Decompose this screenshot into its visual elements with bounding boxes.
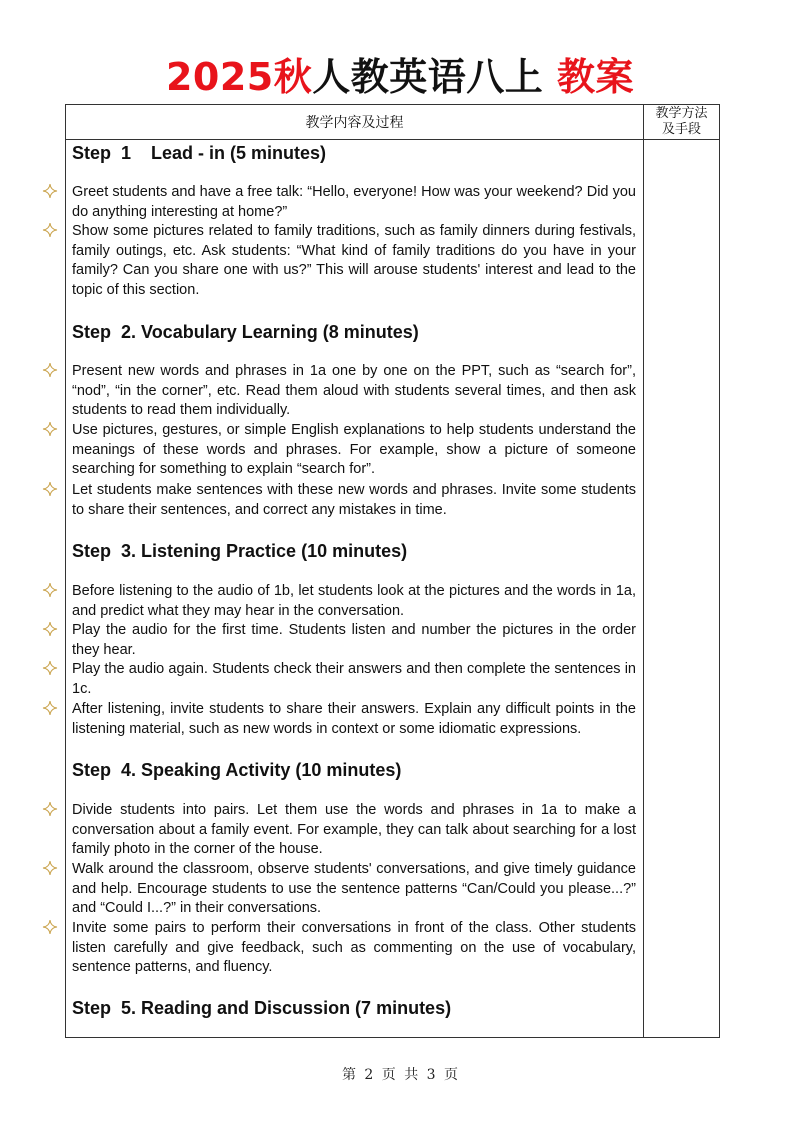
methods-line-1: 教学方法 — [655, 106, 708, 121]
step-4-item-2 — [72, 860, 636, 919]
step-3-item-3 — [72, 660, 636, 699]
step-3-item-1-text: Before listening to the audio of 1b, let students look at the pictures and the words in 1a, and predict what they may hear in the conversation. — [72, 583, 636, 619]
step-4-item-2-text: Walk around the classroom, observe students' conversations, and give timely guidance and help. Encourage students to use the sentence patterns “Can/Could you please...?” and “Could I...?” in their conversations. — [72, 861, 636, 917]
title-year: 2025 — [165, 55, 274, 99]
sparkle-star-icon — [42, 183, 58, 199]
sparkle-star-icon — [42, 362, 58, 378]
step-2-item-2-text: Use pictures, gestures, or simple English explanations to help students understand the meanings of these words and phrases. For example, show a picture of someone searching for something to explain “search for”. — [72, 422, 636, 478]
step-2-item-1-text: Present new words and phrases in 1a one by one on the PPT, such as “search for”, “nod”, “in the corner”, etc. Read them aloud with students several times, and then ask students to read them individually. — [72, 363, 636, 419]
sparkle-star-icon — [42, 582, 58, 598]
step-3-item-4-text: After listening, invite students to share their answers. Explain any difficult points in the listening material, such as new words in context or some idiomatic expressions. — [72, 701, 636, 737]
step-2-item-3 — [72, 481, 636, 520]
step-4-item-1 — [72, 801, 636, 860]
step-1-heading: Step 1 Lead - in (5 minutes) — [72, 143, 327, 163]
step-4-item-3 — [72, 919, 636, 978]
sparkle-star-icon — [42, 860, 58, 876]
sparkle-star-icon — [42, 481, 58, 497]
step-1-item-1-text: Greet students and have a free talk: “Hello, everyone! How was your weekend? Did you do anything interesting at home?” — [72, 184, 636, 220]
step-3-item-3-text: Play the audio again. Students check their answers and then complete the sentences in 1c. — [72, 661, 636, 697]
step-3-item-2 — [72, 621, 636, 660]
step-2-heading: Step 2. Vocabulary Learning (8 minutes) — [72, 322, 419, 342]
sparkle-star-icon — [42, 621, 58, 637]
page-footer: 第 2 页 共 3 页 — [341, 1067, 459, 1083]
title-season: 秋 — [273, 55, 313, 99]
step-1-item-2 — [72, 222, 636, 300]
table-header-content: 教学内容及过程 — [305, 115, 404, 131]
step-4-item-1-text: Divide students into pairs. Let them use the words and phrases in 1a to make a conversation about a family event. For example, they can talk about searching for a lost family photo in the corner of the house. — [72, 802, 636, 858]
step-2-item-2 — [72, 421, 636, 480]
step-2-item-3-text: Let students make sentences with these new words and phrases. Invite some students to share their sentences, and correct any mistakes in time. — [72, 482, 636, 518]
step-3-heading: Step 3. Listening Practice (10 minutes) — [72, 541, 408, 561]
step-4-item-3-text: Invite some pairs to perform their conversations in front of the class. Other students listen carefully and give feedback, such as commenting on the use of vocabulary, sentence patterns, and fluency. — [72, 920, 636, 976]
sparkle-star-icon — [42, 801, 58, 817]
step-4-heading: Step 4. Speaking Activity (10 minutes) — [72, 760, 402, 780]
sparkle-star-icon — [42, 700, 58, 716]
title-doc-type: 教案 — [557, 55, 635, 99]
sparkle-star-icon — [42, 222, 58, 238]
step-3-item-1 — [72, 582, 636, 621]
column-divider — [643, 104, 644, 1038]
title-subject: 人教英语八上 — [312, 55, 544, 99]
step-3-item-2-text: Play the audio for the first time. Students listen and number the pictures in the order they hear. — [72, 622, 636, 658]
sparkle-star-icon — [42, 660, 58, 676]
methods-line-2: 及手段 — [661, 122, 701, 137]
table-header-methods — [644, 105, 719, 139]
sparkle-star-icon — [42, 919, 58, 935]
step-5-heading: Step 5. Reading and Discussion (7 minutes) — [72, 998, 452, 1018]
document-title — [0, 52, 800, 102]
step-1-item-1 — [72, 183, 636, 222]
step-2-item-1 — [72, 362, 636, 421]
step-1-item-2-text: Show some pictures related to family traditions, such as family dinners during festivals, family outings, etc. Ask students: “What kind of family traditions do you have in your family? Can you share one with us?” This will arouse students' interest and lead to the topic of this section. — [72, 223, 636, 298]
step-3-item-4 — [72, 700, 636, 739]
sparkle-star-icon — [42, 421, 58, 437]
